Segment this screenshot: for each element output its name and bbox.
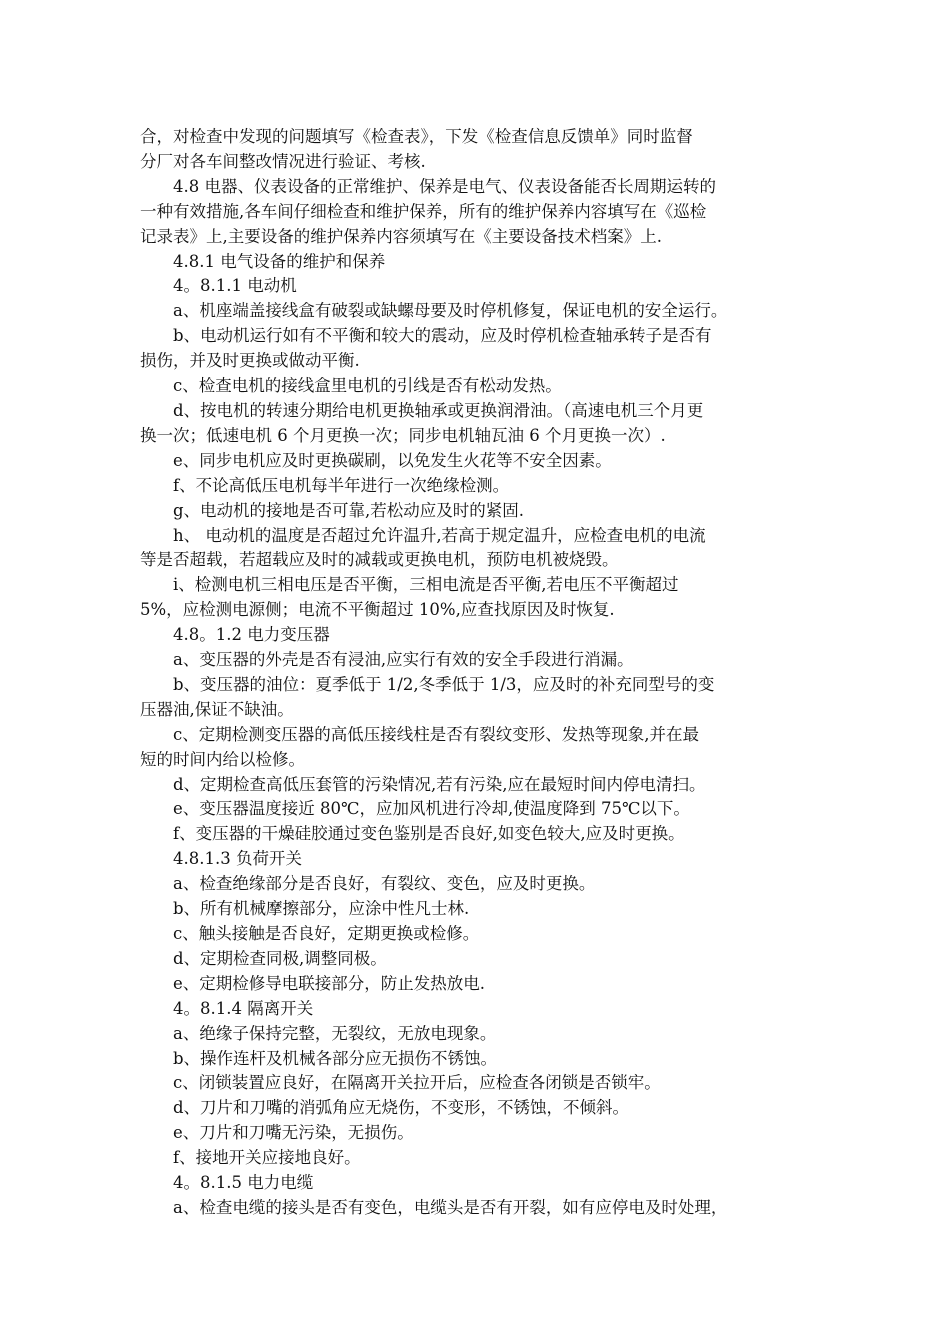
text-line: c、检查电机的接线盒里电机的引线是否有松动发热。 [173, 376, 562, 396]
text-line: f、变压器的干燥硅胶通过变色鉴别是否良好,如变色较大,应及时更换。 [173, 824, 685, 844]
text-line: b、电动机运行如有不平衡和较大的震动，应及时停机检查轴承转子是否有 [173, 326, 712, 346]
text-line: a、机座端盖接线盒有破裂或缺螺母要及时停机修复，保证电机的安全运行。 [173, 301, 728, 321]
text-line: 5%，应检测电源侧；电流不平衡超过 10%,应查找原因及时恢复. [140, 600, 615, 620]
text-line: 换一次；低速电机 6 个月更换一次；同步电机轴瓦油 6 个月更换一次）. [140, 425, 666, 445]
text-line: i、检测电机三相电压是否平衡，三相电流是否平衡,若电压不平衡超过 [173, 575, 679, 595]
text-line: a、检查绝缘部分是否良好，有裂纹、变色，应及时更换。 [173, 874, 596, 894]
text-line: d、刀片和刀嘴的消弧角应无烧伤，不变形，不锈蚀，不倾斜。 [173, 1098, 630, 1118]
text-line: 4。8.1.1 电动机 [173, 276, 297, 296]
text-line: b、变压器的油位：夏季低于 1/2,冬季低于 1/3，应及时的补充同型号的变 [173, 674, 715, 694]
text-line: 4.8.1.3 负荷开关 [173, 849, 302, 869]
text-line: c、定期检测变压器的高低压接线柱是否有裂纹变形、发热等现象,并在最 [173, 724, 699, 744]
text-line: 记录表》上,主要设备的维护保养内容须填写在《主要设备技术档案》上. [140, 226, 662, 246]
text-line: d、按电机的转速分期给电机更换轴承或更换润滑油。（高速电机三个月更 [173, 400, 704, 420]
text-line: 短的时间内给以检修。 [140, 749, 305, 769]
text-line: b、所有机械摩擦部分，应涂中性凡士林. [173, 899, 470, 919]
text-line: f、接地开关应接地良好。 [173, 1148, 361, 1168]
text-line: h、 电动机的温度是否超过允许温升,若高于规定温升，应检查电机的电流 [173, 525, 706, 545]
text-line: 合，对检查中发现的问题填写《检查表》，下发《检查信息反馈单》同时监督 [140, 127, 693, 146]
text-line: 分厂对各车间整改情况进行验证、考核. [140, 151, 426, 171]
text-line: 4.8 电器、仪表设备的正常维护、保养是电气、仪表设备能否长周期运转的 [173, 176, 716, 196]
document-body [140, 125, 815, 1221]
text-line: e、刀片和刀嘴无污染，无损伤。 [173, 1123, 414, 1143]
text-line: a、检查电缆的接头是否有变色，电缆头是否有开裂，如有应停电及时处理， [173, 1197, 728, 1217]
text-line: e、变压器温度接近 80℃，应加风机进行冷却,使温度降到 75℃以下。 [173, 799, 690, 819]
text-line: 等是否超载，若超载应及时的减载或更换电机，预防电机被烧毁。 [140, 550, 619, 570]
text-line: f、不论高低压电机每半年进行一次绝缘检测。 [173, 475, 510, 495]
text-line: e、同步电机应及时更换碳刷，以免发生火花等不安全因素。 [173, 450, 612, 470]
text-line: 压器油,保证不缺油。 [140, 699, 294, 719]
text-line: 4.8.1 电气设备的维护和保养 [173, 251, 386, 271]
text-line: d、定期检查高低压套管的污染情况,若有污染,应在最短时间内停电清扫。 [173, 774, 706, 794]
text-line: 4。8.1.4 隔离开关 [173, 998, 314, 1018]
text-line: c、闭锁装置应良好，在隔离开关拉开后，应检查各闭锁是否锁牢。 [173, 1073, 661, 1093]
text-line: d、定期检查同极,调整同极。 [173, 948, 387, 968]
text-line: 4.8。1.2 电力变压器 [173, 625, 330, 645]
text-line: 损伤，并及时更换或做动平衡. [140, 351, 360, 371]
text-line: 4。8.1.5 电力电缆 [173, 1173, 314, 1193]
text-line: b、操作连杆及机械各部分应无损伤不锈蚀。 [173, 1048, 498, 1068]
text-line: a、绝缘子保持完整，无裂纹，无放电现象。 [173, 1023, 497, 1043]
text-line: g、电动机的接地是否可靠,若松动应及时的紧固. [173, 500, 525, 520]
text-line: a、变压器的外壳是否有浸油,应实行有效的安全手段进行消漏。 [173, 650, 634, 670]
text-line: 一种有效措施,各车间仔细检查和维护保养，所有的维护保养内容填写在《巡检 [140, 201, 707, 221]
text-line: e、定期检修导电联接部分，防止发热放电. [173, 973, 486, 993]
text-line: c、触头接触是否良好，定期更换或检修。 [173, 924, 480, 943]
